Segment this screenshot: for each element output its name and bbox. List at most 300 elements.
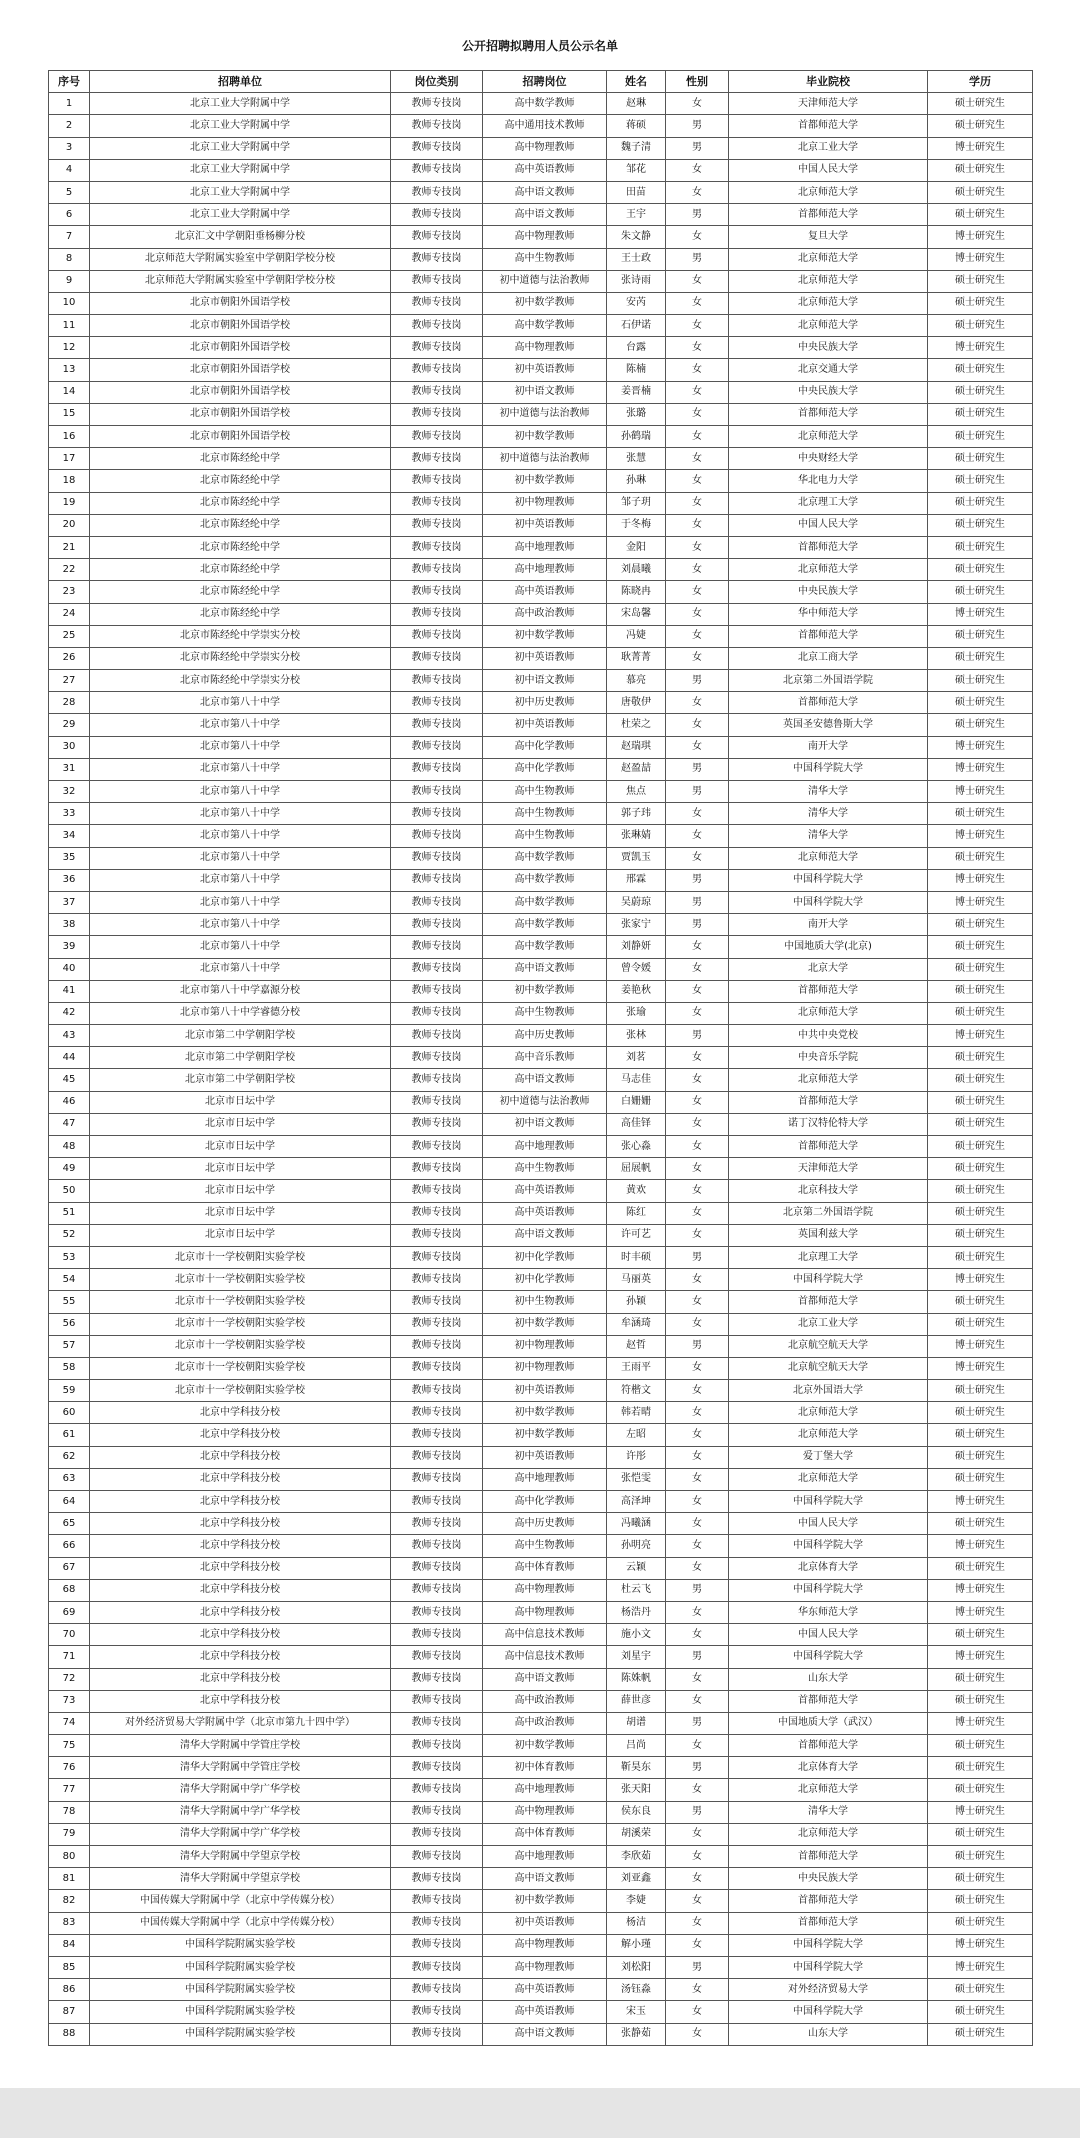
position-cell: 初中生物教师: [483, 1291, 607, 1313]
school-cell: 中国科学院大学: [729, 1956, 928, 1978]
employer-cell: 北京中学科技分校: [90, 1424, 391, 1446]
school-cell: 中国科学院大学: [729, 869, 928, 891]
post-category-cell: 教师专技岗: [391, 1601, 483, 1623]
gender-cell: 女: [666, 1313, 729, 1335]
table-row: [49, 1047, 1033, 1069]
name-cell: 焦点: [607, 781, 666, 803]
degree-cell: 硕士研究生: [928, 514, 1033, 536]
degree-cell: 博士研究生: [928, 1601, 1033, 1623]
table-row: [49, 958, 1033, 980]
table-row: [49, 1091, 1033, 1113]
row-index-cell: 57: [49, 1335, 90, 1357]
position-cell: 初中道德与法治教师: [483, 1091, 607, 1113]
post-category-cell: 教师专技岗: [391, 736, 483, 758]
school-cell: 北京师范大学: [729, 1424, 928, 1446]
employer-cell: 北京中学科技分校: [90, 1402, 391, 1424]
degree-cell: 硕士研究生: [928, 426, 1033, 448]
post-category-cell: 教师专技岗: [391, 1335, 483, 1357]
degree-cell: 硕士研究生: [928, 1624, 1033, 1646]
employer-cell: 北京市日坛中学: [90, 1180, 391, 1202]
name-cell: 韩若晴: [607, 1402, 666, 1424]
row-index-cell: 20: [49, 514, 90, 536]
school-cell: 中国科学院大学: [729, 2001, 928, 2023]
post-category-cell: 教师专技岗: [391, 603, 483, 625]
school-cell: 复旦大学: [729, 226, 928, 248]
degree-cell: 硕士研究生: [928, 1069, 1033, 1091]
table-row: [49, 1624, 1033, 1646]
position-cell: 初中数学教师: [483, 1313, 607, 1335]
gender-cell: 女: [666, 381, 729, 403]
post-category-cell: 教师专技岗: [391, 337, 483, 359]
employer-cell: 北京师范大学附属实验室中学朝阳学校分校: [90, 248, 391, 270]
employer-cell: 北京市日坛中学: [90, 1136, 391, 1158]
name-cell: 符楷文: [607, 1380, 666, 1402]
table-row: [49, 1468, 1033, 1490]
employer-cell: 北京市第八十中学: [90, 692, 391, 714]
post-category-cell: 教师专技岗: [391, 581, 483, 603]
employer-cell: 北京汇文中学朝阳垂杨柳分校: [90, 226, 391, 248]
school-cell: 首都师范大学: [729, 1912, 928, 1934]
post-category-cell: 教师专技岗: [391, 1823, 483, 1845]
table-row: [49, 1380, 1033, 1402]
post-category-cell: 教师专技岗: [391, 1513, 483, 1535]
gender-cell: 男: [666, 891, 729, 913]
name-cell: 许彤: [607, 1446, 666, 1468]
gender-cell: 女: [666, 159, 729, 181]
degree-cell: 博士研究生: [928, 1357, 1033, 1379]
position-cell: 高中物理教师: [483, 137, 607, 159]
school-cell: 中国人民大学: [729, 514, 928, 536]
row-index-cell: 74: [49, 1712, 90, 1734]
name-cell: 陈楠: [607, 359, 666, 381]
row-index-cell: 62: [49, 1446, 90, 1468]
row-index-cell: 68: [49, 1579, 90, 1601]
row-index-cell: 44: [49, 1047, 90, 1069]
degree-cell: 硕士研究生: [928, 1291, 1033, 1313]
degree-cell: 博士研究生: [928, 1801, 1033, 1823]
degree-cell: 硕士研究生: [928, 581, 1033, 603]
degree-cell: 硕士研究生: [928, 1735, 1033, 1757]
gender-cell: 男: [666, 115, 729, 137]
table-row: [49, 1202, 1033, 1224]
row-index-cell: 49: [49, 1158, 90, 1180]
gender-cell: 女: [666, 536, 729, 558]
name-cell: 汤钰淼: [607, 1979, 666, 2001]
position-cell: 高中语文教师: [483, 2023, 607, 2045]
gender-cell: 女: [666, 1136, 729, 1158]
row-index-cell: 42: [49, 1002, 90, 1024]
post-category-cell: 教师专技岗: [391, 1291, 483, 1313]
table-row: [49, 1535, 1033, 1557]
gender-cell: 女: [666, 1291, 729, 1313]
table-row: [49, 1513, 1033, 1535]
school-cell: 北京第二外国语学院: [729, 670, 928, 692]
post-category-cell: 教师专技岗: [391, 292, 483, 314]
row-index-cell: 51: [49, 1202, 90, 1224]
position-cell: 初中数学教师: [483, 1402, 607, 1424]
post-category-cell: 教师专技岗: [391, 426, 483, 448]
name-cell: 刘静妍: [607, 936, 666, 958]
employer-cell: 北京市日坛中学: [90, 1202, 391, 1224]
school-cell: 首都师范大学: [729, 692, 928, 714]
school-cell: 首都师范大学: [729, 1690, 928, 1712]
row-index-cell: 30: [49, 736, 90, 758]
column-header-position: 招聘岗位: [483, 71, 607, 93]
employer-cell: 北京市十一学校朝阳实验学校: [90, 1246, 391, 1268]
degree-cell: 硕士研究生: [928, 2023, 1033, 2045]
row-index-cell: 6: [49, 204, 90, 226]
employer-cell: 清华大学附属中学广华学校: [90, 1779, 391, 1801]
position-cell: 高中生物教师: [483, 1535, 607, 1557]
position-cell: 高中语文教师: [483, 181, 607, 203]
degree-cell: 博士研究生: [928, 781, 1033, 803]
row-index-cell: 52: [49, 1224, 90, 1246]
employer-cell: 北京市陈经纶中学: [90, 470, 391, 492]
position-cell: 初中数学教师: [483, 1735, 607, 1757]
school-cell: 中国科学院大学: [729, 1646, 928, 1668]
table-row: [49, 204, 1033, 226]
degree-cell: 硕士研究生: [928, 1690, 1033, 1712]
degree-cell: 硕士研究生: [928, 115, 1033, 137]
gender-cell: 女: [666, 315, 729, 337]
table-row: [49, 1956, 1033, 1978]
position-cell: 初中英语教师: [483, 1912, 607, 1934]
employer-cell: 中国科学院附属实验学校: [90, 1934, 391, 1956]
name-cell: 高泽坤: [607, 1491, 666, 1513]
gender-cell: 女: [666, 1402, 729, 1424]
school-cell: 北京师范大学: [729, 559, 928, 581]
degree-cell: 硕士研究生: [928, 93, 1033, 115]
name-cell: 许可艺: [607, 1224, 666, 1246]
table-row: [49, 581, 1033, 603]
name-cell: 赵瑞琪: [607, 736, 666, 758]
post-category-cell: 教师专技岗: [391, 625, 483, 647]
row-index-cell: 1: [49, 93, 90, 115]
degree-cell: 博士研究生: [928, 758, 1033, 780]
post-category-cell: 教师专技岗: [391, 181, 483, 203]
degree-cell: 博士研究生: [928, 1025, 1033, 1047]
post-category-cell: 教师专技岗: [391, 1735, 483, 1757]
school-cell: 北京科技大学: [729, 1180, 928, 1202]
row-index-cell: 88: [49, 2023, 90, 2045]
row-index-cell: 25: [49, 625, 90, 647]
employer-cell: 北京市十一学校朝阳实验学校: [90, 1269, 391, 1291]
position-cell: 高中地理教师: [483, 1136, 607, 1158]
employer-cell: 北京市朝阳外国语学校: [90, 292, 391, 314]
school-cell: 对外经济贸易大学: [729, 1979, 928, 2001]
gender-cell: 女: [666, 514, 729, 536]
table-row: [49, 1446, 1033, 1468]
row-index-cell: 70: [49, 1624, 90, 1646]
name-cell: 宋岛馨: [607, 603, 666, 625]
gender-cell: 女: [666, 1091, 729, 1113]
name-cell: 于冬梅: [607, 514, 666, 536]
position-cell: 高中物理教师: [483, 337, 607, 359]
gender-cell: 女: [666, 93, 729, 115]
row-index-cell: 86: [49, 1979, 90, 2001]
row-index-cell: 24: [49, 603, 90, 625]
table-row: [49, 869, 1033, 891]
post-category-cell: 教师专技岗: [391, 93, 483, 115]
post-category-cell: 教师专技岗: [391, 270, 483, 292]
gender-cell: 女: [666, 1823, 729, 1845]
school-cell: 北京师范大学: [729, 181, 928, 203]
degree-cell: 硕士研究生: [928, 1557, 1033, 1579]
gender-cell: 女: [666, 1180, 729, 1202]
position-cell: 高中生物教师: [483, 1002, 607, 1024]
employer-cell: 北京市朝阳外国语学校: [90, 359, 391, 381]
degree-cell: 硕士研究生: [928, 1468, 1033, 1490]
name-cell: 贾凯玉: [607, 847, 666, 869]
gender-cell: 男: [666, 758, 729, 780]
employer-cell: 清华大学附属中学广华学校: [90, 1801, 391, 1823]
post-category-cell: 教师专技岗: [391, 1912, 483, 1934]
table-row: [49, 1979, 1033, 2001]
name-cell: 孙颖: [607, 1291, 666, 1313]
gender-cell: 女: [666, 581, 729, 603]
employer-cell: 北京市第八十中学: [90, 869, 391, 891]
post-category-cell: 教师专技岗: [391, 1801, 483, 1823]
degree-cell: 硕士研究生: [928, 1202, 1033, 1224]
header-row: [49, 71, 1033, 93]
degree-cell: 硕士研究生: [928, 1779, 1033, 1801]
employer-cell: 北京市第八十中学: [90, 803, 391, 825]
row-index-cell: 75: [49, 1735, 90, 1757]
employer-cell: 北京市陈经纶中学: [90, 536, 391, 558]
name-cell: 曾令媛: [607, 958, 666, 980]
school-cell: 北京师范大学: [729, 1779, 928, 1801]
row-index-cell: 32: [49, 781, 90, 803]
position-cell: 初中历史教师: [483, 692, 607, 714]
gender-cell: 女: [666, 403, 729, 425]
gender-cell: 女: [666, 936, 729, 958]
employer-cell: 北京市朝阳外国语学校: [90, 337, 391, 359]
degree-cell: 硕士研究生: [928, 181, 1033, 203]
name-cell: 张璐: [607, 403, 666, 425]
row-index-cell: 8: [49, 248, 90, 270]
row-index-cell: 38: [49, 914, 90, 936]
position-cell: 初中数学教师: [483, 1424, 607, 1446]
position-cell: 初中化学教师: [483, 1246, 607, 1268]
school-cell: 中国科学院大学: [729, 1934, 928, 1956]
school-cell: 南开大学: [729, 914, 928, 936]
employer-cell: 北京中学科技分校: [90, 1601, 391, 1623]
school-cell: 中央财经大学: [729, 448, 928, 470]
gender-cell: 男: [666, 204, 729, 226]
name-cell: 张天阳: [607, 1779, 666, 1801]
post-category-cell: 教师专技岗: [391, 1025, 483, 1047]
employer-cell: 北京市陈经纶中学: [90, 514, 391, 536]
post-category-cell: 教师专技岗: [391, 1402, 483, 1424]
name-cell: 张家宁: [607, 914, 666, 936]
post-category-cell: 教师专技岗: [391, 1868, 483, 1890]
table-row: [49, 1491, 1033, 1513]
employer-cell: 北京市朝阳外国语学校: [90, 315, 391, 337]
row-index-cell: 34: [49, 825, 90, 847]
name-cell: 台露: [607, 337, 666, 359]
position-cell: 高中物理教师: [483, 1579, 607, 1601]
post-category-cell: 教师专技岗: [391, 1446, 483, 1468]
name-cell: 施小文: [607, 1624, 666, 1646]
position-cell: 初中语文教师: [483, 670, 607, 692]
school-cell: 北京师范大学: [729, 847, 928, 869]
school-cell: 中央民族大学: [729, 381, 928, 403]
gender-cell: 女: [666, 1557, 729, 1579]
employer-cell: 北京中学科技分校: [90, 1468, 391, 1490]
position-cell: 高中生物教师: [483, 803, 607, 825]
name-cell: 邢霖: [607, 869, 666, 891]
row-index-cell: 40: [49, 958, 90, 980]
degree-cell: 硕士研究生: [928, 1868, 1033, 1890]
degree-cell: 硕士研究生: [928, 403, 1033, 425]
gender-cell: 女: [666, 825, 729, 847]
degree-cell: 硕士研究生: [928, 381, 1033, 403]
row-index-cell: 11: [49, 315, 90, 337]
degree-cell: 博士研究生: [928, 736, 1033, 758]
school-cell: 北京师范大学: [729, 426, 928, 448]
gender-cell: 女: [666, 980, 729, 1002]
degree-cell: 硕士研究生: [928, 159, 1033, 181]
employer-cell: 北京市陈经纶中学: [90, 492, 391, 514]
position-cell: 初中物理教师: [483, 1335, 607, 1357]
column-header-school: 毕业院校: [729, 71, 928, 93]
gender-cell: 男: [666, 1646, 729, 1668]
gender-cell: 女: [666, 736, 729, 758]
post-category-cell: 教师专技岗: [391, 1380, 483, 1402]
name-cell: 陈红: [607, 1202, 666, 1224]
school-cell: 北京大学: [729, 958, 928, 980]
school-cell: 首都师范大学: [729, 1735, 928, 1757]
row-index-cell: 36: [49, 869, 90, 891]
school-cell: 北京师范大学: [729, 315, 928, 337]
post-category-cell: 教师专技岗: [391, 1668, 483, 1690]
employer-cell: 北京市第八十中学: [90, 891, 391, 913]
employer-cell: 清华大学附属中学望京学校: [90, 1868, 391, 1890]
row-index-cell: 18: [49, 470, 90, 492]
school-cell: 中国科学院大学: [729, 1579, 928, 1601]
table-row: [49, 1868, 1033, 1890]
position-cell: 初中数学教师: [483, 470, 607, 492]
position-cell: 高中化学教师: [483, 736, 607, 758]
gender-cell: 男: [666, 137, 729, 159]
school-cell: 中国科学院大学: [729, 758, 928, 780]
school-cell: 首都师范大学: [729, 1291, 928, 1313]
name-cell: 赵盈喆: [607, 758, 666, 780]
degree-cell: 博士研究生: [928, 1579, 1033, 1601]
school-cell: 南开大学: [729, 736, 928, 758]
name-cell: 时丰硕: [607, 1246, 666, 1268]
row-index-cell: 29: [49, 714, 90, 736]
gender-cell: 男: [666, 1246, 729, 1268]
row-index-cell: 16: [49, 426, 90, 448]
table-row: [49, 381, 1033, 403]
name-cell: 冯婕: [607, 625, 666, 647]
row-index-cell: 43: [49, 1025, 90, 1047]
position-cell: 高中语文教师: [483, 958, 607, 980]
degree-cell: 博士研究生: [928, 248, 1033, 270]
position-cell: 高中语文教师: [483, 1069, 607, 1091]
employer-cell: 北京市第八十中学: [90, 781, 391, 803]
gender-cell: 女: [666, 1113, 729, 1135]
position-cell: 初中语文教师: [483, 1113, 607, 1135]
name-cell: 白姗姗: [607, 1091, 666, 1113]
table-row: [49, 426, 1033, 448]
table-row: [49, 1579, 1033, 1601]
degree-cell: 博士研究生: [928, 1712, 1033, 1734]
employer-cell: 北京市日坛中学: [90, 1113, 391, 1135]
row-index-cell: 4: [49, 159, 90, 181]
employer-cell: 北京中学科技分校: [90, 1557, 391, 1579]
row-index-cell: 63: [49, 1468, 90, 1490]
position-cell: 高中英语教师: [483, 1180, 607, 1202]
name-cell: 杨洁: [607, 1912, 666, 1934]
gender-cell: 女: [666, 1890, 729, 1912]
position-cell: 高中历史教师: [483, 1513, 607, 1535]
row-index-cell: 53: [49, 1246, 90, 1268]
school-cell: 北京师范大学: [729, 1468, 928, 1490]
degree-cell: 硕士研究生: [928, 470, 1033, 492]
row-index-cell: 87: [49, 2001, 90, 2023]
school-cell: 中国科学院大学: [729, 1269, 928, 1291]
name-cell: 高佳铎: [607, 1113, 666, 1135]
school-cell: 华北电力大学: [729, 470, 928, 492]
gender-cell: 女: [666, 1601, 729, 1623]
employer-cell: 北京市日坛中学: [90, 1224, 391, 1246]
table-row: [49, 1823, 1033, 1845]
post-category-cell: 教师专技岗: [391, 2023, 483, 2045]
position-cell: 初中语文教师: [483, 381, 607, 403]
employer-cell: 北京市十一学校朝阳实验学校: [90, 1313, 391, 1335]
employer-cell: 北京市朝阳外国语学校: [90, 381, 391, 403]
name-cell: 杨浩丹: [607, 1601, 666, 1623]
employer-cell: 北京市第八十中学: [90, 914, 391, 936]
position-cell: 高中地理教师: [483, 1468, 607, 1490]
post-category-cell: 教师专技岗: [391, 825, 483, 847]
gender-cell: 女: [666, 1735, 729, 1757]
employer-cell: 清华大学附属中学管庄学校: [90, 1735, 391, 1757]
employer-cell: 北京市第八十中学: [90, 936, 391, 958]
school-cell: 清华大学: [729, 1801, 928, 1823]
post-category-cell: 教师专技岗: [391, 758, 483, 780]
school-cell: 北京体育大学: [729, 1757, 928, 1779]
employer-cell: 北京市第二中学朝阳学校: [90, 1069, 391, 1091]
name-cell: 赵琳: [607, 93, 666, 115]
school-cell: 中央民族大学: [729, 581, 928, 603]
degree-cell: 硕士研究生: [928, 1846, 1033, 1868]
gender-cell: 女: [666, 803, 729, 825]
name-cell: 金阳: [607, 536, 666, 558]
gender-cell: 男: [666, 781, 729, 803]
column-header-employer: 招聘单位: [90, 71, 391, 93]
name-cell: 靳昊东: [607, 1757, 666, 1779]
degree-cell: 硕士研究生: [928, 1224, 1033, 1246]
degree-cell: 硕士研究生: [928, 448, 1033, 470]
school-cell: 首都师范大学: [729, 1136, 928, 1158]
employer-cell: 北京市第八十中学嘉源分校: [90, 980, 391, 1002]
degree-cell: 硕士研究生: [928, 1180, 1033, 1202]
school-cell: 北京工业大学: [729, 1313, 928, 1335]
position-cell: 高中物理教师: [483, 226, 607, 248]
employer-cell: 北京市第八十中学: [90, 958, 391, 980]
employer-cell: 对外经济贸易大学附属中学（北京市第九十四中学）: [90, 1712, 391, 1734]
employer-cell: 北京市第二中学朝阳学校: [90, 1025, 391, 1047]
position-cell: 高中物理教师: [483, 1956, 607, 1978]
post-category-cell: 教师专技岗: [391, 536, 483, 558]
gender-cell: 女: [666, 426, 729, 448]
row-index-cell: 71: [49, 1646, 90, 1668]
name-cell: 宋玉: [607, 2001, 666, 2023]
employer-cell: 北京中学科技分校: [90, 1579, 391, 1601]
